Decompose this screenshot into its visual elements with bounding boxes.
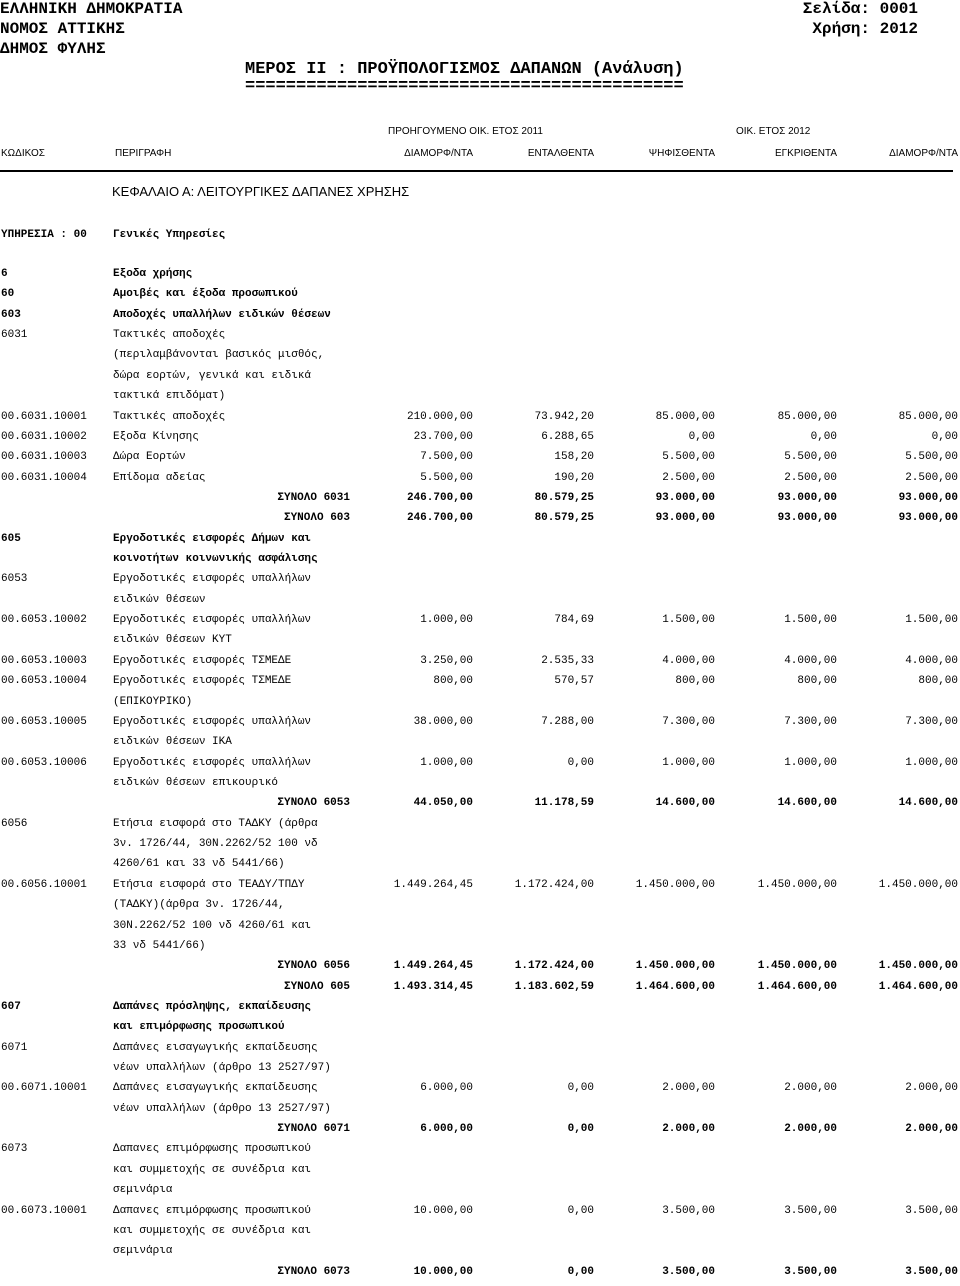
- account-code: 00.6056.10001: [1, 878, 87, 891]
- amount-cell: 1.183.602,59: [514, 980, 594, 993]
- amount-cell: 6.000,00: [420, 1123, 473, 1136]
- amount-cell: 1.172.424,00: [514, 878, 594, 891]
- total-row: [0, 797, 960, 817]
- amount-cell: 1.172.424,00: [514, 960, 594, 973]
- col-prev-ordered: ΕΝΤΑΛΘΕΝΤΑ: [527, 148, 594, 159]
- account-description: Ετήσια εισφορά στο ΤΕΑΔΥ/ΤΠΔΥ: [113, 878, 305, 891]
- amount-cell: 1.450.000,00: [878, 960, 958, 973]
- amount-cell: 0,00: [567, 1265, 594, 1278]
- amount-cell: 93.000,00: [777, 512, 837, 525]
- page-number: Σελίδα: 0001: [802, 0, 918, 18]
- table-row: [0, 594, 960, 614]
- amount-cell: 1.449.264,45: [393, 960, 473, 973]
- table-row: [0, 757, 960, 777]
- account-code: 00.6071.10001: [1, 1082, 87, 1095]
- amount-cell: 93.000,00: [777, 491, 837, 504]
- prefecture-label: ΝΟΜΟΣ ΑΤΤΙΚΗΣ: [0, 20, 125, 38]
- previous-year-label: ΠΡΟΗΓΟΥΜΕΝΟ ΟΙΚ. ΕΤΟΣ 2011: [388, 126, 543, 137]
- amount-cell: 3.500,00: [784, 1204, 837, 1217]
- account-description: 30Ν.2262/52 100 νδ 4260/61 και: [113, 919, 312, 932]
- amount-cell: 4.000,00: [905, 654, 958, 667]
- account-description: Τακτικές αποδοχές: [113, 329, 226, 342]
- table-row: [0, 329, 960, 349]
- amount-cell: 2.000,00: [784, 1082, 837, 1095]
- account-description: Εξοδα Κίνησης: [113, 430, 199, 443]
- table-row: [0, 268, 960, 288]
- amount-cell: 800,00: [675, 675, 715, 688]
- amount-cell: 7.300,00: [784, 715, 837, 728]
- account-code: 6056: [1, 817, 28, 830]
- table-row: [0, 879, 960, 899]
- amount-cell: 800,00: [797, 675, 837, 688]
- amount-cell: 44.050,00: [413, 797, 473, 810]
- amount-cell: 1.450.000,00: [635, 878, 715, 891]
- amount-cell: 93.000,00: [898, 491, 958, 504]
- amount-cell: 3.250,00: [420, 654, 473, 667]
- amount-cell: 10.000,00: [413, 1204, 473, 1217]
- account-description: Δαπάνες εισαγωγικής εκπαίδευσης: [113, 1082, 318, 1095]
- account-description: και συμμετοχής σε συνέδρια και: [113, 1163, 312, 1176]
- account-description: Εργοδοτικές εισφορές ΤΣΜΕΔΕ: [113, 654, 292, 667]
- account-description: Εργοδοτικές εισφορές υπαλλήλων: [113, 614, 312, 627]
- amount-cell: 14.600,00: [898, 797, 958, 810]
- account-code: 00.6053.10003: [1, 654, 87, 667]
- account-description: Τακτικές αποδοχές: [113, 410, 226, 423]
- account-code: 00.6031.10001: [1, 410, 87, 423]
- table-row: [0, 288, 960, 308]
- amount-cell: 246.700,00: [406, 512, 473, 525]
- amount-cell: 1.000,00: [420, 756, 473, 769]
- table-row: [0, 675, 960, 695]
- amount-cell: 1.500,00: [662, 614, 715, 627]
- amount-cell: 0,00: [567, 1082, 594, 1095]
- amount-cell: 158,20: [554, 451, 594, 464]
- account-description: Εξοδα χρήσης: [113, 268, 193, 280]
- amount-cell: 1.000,00: [784, 756, 837, 769]
- amount-cell: 0,00: [688, 430, 715, 443]
- amount-cell: 1.000,00: [905, 756, 958, 769]
- table-row: [0, 1021, 960, 1041]
- total-label: ΣΥΝΟΛΟ 6053: [277, 797, 350, 810]
- amount-cell: 2.000,00: [784, 1123, 837, 1136]
- account-description: Δαπάνες εισαγωγικής εκπαίδευσης: [113, 1041, 318, 1054]
- amount-cell: 1.450.000,00: [757, 878, 837, 891]
- account-description: 4260/61 και 33 νδ 5441/66): [113, 858, 285, 871]
- account-code: 6031: [1, 329, 28, 342]
- account-description: Δαπάνες πρόσληψης, εκπαίδευσης: [113, 1000, 312, 1013]
- amount-cell: 6.288,65: [541, 430, 594, 443]
- table-row: [0, 614, 960, 634]
- amount-cell: 0,00: [567, 1204, 594, 1217]
- amount-cell: 7.300,00: [662, 715, 715, 728]
- amount-cell: 800,00: [918, 675, 958, 688]
- amount-cell: 800,00: [433, 675, 473, 688]
- account-code: 00.6053.10005: [1, 715, 87, 728]
- account-code: 605: [1, 532, 21, 545]
- total-label: ΣΥΝΟΛΟ 6071: [277, 1123, 350, 1136]
- account-description: Δαπανες επιμόρφωσης προσωπικού: [113, 1204, 312, 1217]
- amount-cell: 10.000,00: [413, 1265, 473, 1278]
- amount-cell: 1.493.314,45: [393, 980, 473, 993]
- account-code: 00.6053.10002: [1, 614, 87, 627]
- amount-cell: 190,20: [554, 471, 594, 484]
- account-code: 00.6031.10004: [1, 471, 87, 484]
- table-row: [0, 431, 960, 451]
- account-description: 33 νδ 5441/66): [113, 939, 206, 952]
- amount-cell: 7.300,00: [905, 715, 958, 728]
- account-code: 00.6053.10004: [1, 675, 87, 688]
- municipality-label: ΔΗΜΟΣ ΦΥΛΗΣ: [0, 40, 106, 58]
- table-row: [0, 696, 960, 716]
- amount-cell: 14.600,00: [777, 797, 837, 810]
- amount-cell: 2.500,00: [662, 471, 715, 484]
- amount-cell: 11.178,59: [534, 797, 594, 810]
- total-row: [0, 1123, 960, 1143]
- table-row: [0, 634, 960, 654]
- amount-cell: 5.500,00: [662, 451, 715, 464]
- table-row: [0, 533, 960, 553]
- account-description: και επιμόρφωσης προσωπικού: [113, 1021, 285, 1034]
- current-year-label: ΟΙΚ. ΕΤΟΣ 2012: [736, 126, 811, 137]
- amount-cell: 3.500,00: [662, 1204, 715, 1217]
- amount-cell: 23.700,00: [413, 430, 473, 443]
- table-row: [0, 1164, 960, 1184]
- total-label: ΣΥΝΟΛΟ 6031: [277, 491, 350, 504]
- table-row: [0, 736, 960, 756]
- title-underline: ===========================================: [245, 77, 684, 96]
- amount-cell: 4.000,00: [784, 654, 837, 667]
- amount-cell: 210.000,00: [406, 410, 473, 423]
- account-code: 6071: [1, 1041, 28, 1054]
- header-divider: [0, 170, 953, 172]
- account-description: και συμμετοχής σε συνέδρια και: [113, 1224, 312, 1237]
- col-voted: ΨΗΦΙΣΘΕΝΤΑ: [648, 148, 715, 159]
- account-description: δώρα εορτών, γενικά και ειδικά: [113, 369, 312, 382]
- amount-cell: 38.000,00: [413, 715, 473, 728]
- col-approved: ΕΓΚΡΙΘΕΝΤΑ: [774, 148, 837, 159]
- table-row: [0, 818, 960, 838]
- table-row: [0, 390, 960, 410]
- amount-cell: 2.500,00: [905, 471, 958, 484]
- amount-cell: 2.500,00: [784, 471, 837, 484]
- table-row: [0, 1001, 960, 1021]
- account-description: τακτικά επιδόματ): [113, 390, 226, 403]
- page-title: ΜΕΡΟΣ ΙΙ : ΠΡΟΫΠΟΛΟΓΙΣΜΟΣ ΔΑΠΑΝΩΝ (Ανάλυση): [245, 60, 684, 79]
- account-code: 6: [1, 268, 8, 280]
- account-code: 6073: [1, 1143, 28, 1156]
- account-description: Εργοδοτικές εισφορές υπαλλήλων: [113, 715, 312, 728]
- fiscal-year: Χρήση: 2012: [812, 20, 918, 38]
- table-row: [0, 838, 960, 858]
- account-description: κοινοτήτων κοινωνικής ασφάλισης: [113, 553, 318, 566]
- account-description: 3ν. 1726/44, 30Ν.2262/52 100 νδ: [113, 838, 318, 851]
- amount-cell: 93.000,00: [898, 512, 958, 525]
- account-code: 00.6031.10002: [1, 430, 87, 443]
- table-row: [0, 1184, 960, 1204]
- amount-cell: 73.942,20: [534, 410, 594, 423]
- amount-cell: 4.000,00: [662, 654, 715, 667]
- amount-cell: 0,00: [567, 1123, 594, 1136]
- account-description: (ΕΠΙΚΟΥΡΙΚΟ): [113, 695, 193, 708]
- table-row: [0, 451, 960, 471]
- account-description: ειδικών θέσεων επικουρικό: [113, 777, 279, 789]
- total-row: [0, 960, 960, 980]
- amount-cell: 2.000,00: [905, 1123, 958, 1136]
- amount-cell: 93.000,00: [655, 512, 715, 525]
- amount-cell: 85.000,00: [777, 410, 837, 423]
- chapter-title: ΚΕΦΑΛΑΙΟ Α: ΛΕΙΤΟΥΡΓΙΚΕΣ ΔΑΠΑΝΕΣ ΧΡΗΣΗΣ: [112, 184, 410, 199]
- table-row: [0, 411, 960, 431]
- account-description: Εργοδοτικές εισφορές Δήμων και: [113, 532, 312, 545]
- amount-cell: 3.500,00: [905, 1265, 958, 1278]
- table-row: [0, 472, 960, 492]
- table-row: [0, 777, 960, 797]
- amount-cell: 2.000,00: [905, 1082, 958, 1095]
- table-row: [0, 309, 960, 329]
- amount-cell: 0,00: [567, 756, 594, 769]
- amount-cell: 2.000,00: [662, 1123, 715, 1136]
- account-description: νέων υπαλλήλων (άρθρο 13 2527/97): [113, 1102, 331, 1115]
- amount-cell: 1.000,00: [420, 614, 473, 627]
- account-description: (ΤΑΔΚΥ)(άρθρα 3ν. 1726/44,: [113, 899, 285, 912]
- account-description: Αμοιβές και έξοδα προσωπικού: [113, 288, 298, 301]
- amount-cell: 5.500,00: [784, 451, 837, 464]
- account-description: ειδικών θέσεων: [113, 593, 206, 606]
- service-name: Γενικές Υπηρεσίες: [113, 229, 226, 241]
- table-row: [0, 716, 960, 736]
- amount-cell: 1.464.600,00: [878, 980, 958, 993]
- table-row: [0, 858, 960, 878]
- amount-cell: 80.579,25: [534, 491, 594, 504]
- col-code: ΚΩΔΙΚΟΣ: [1, 148, 45, 159]
- account-description: Επίδομα αδείας: [113, 471, 206, 484]
- amount-cell: 1.464.600,00: [635, 980, 715, 993]
- account-description: Εργοδοτικές εισφορές ΤΣΜΕΔΕ: [113, 675, 292, 688]
- service-label: ΥΠΗΡΕΣΙΑ : 00: [1, 229, 87, 241]
- account-description: σεμινάρια: [113, 1184, 173, 1197]
- account-code: 60: [1, 288, 15, 301]
- table-row: [0, 1225, 960, 1245]
- table-row: [0, 573, 960, 593]
- amount-cell: 246.700,00: [406, 491, 473, 504]
- table-row: [0, 940, 960, 960]
- table-row: [0, 1062, 960, 1082]
- account-description: ειδικών θέσεων ΚΥΤ: [113, 634, 232, 647]
- amount-cell: 784,69: [554, 614, 594, 627]
- amount-cell: 1.500,00: [784, 614, 837, 627]
- amount-cell: 570,57: [554, 675, 594, 688]
- total-label: ΣΥΝΟΛΟ 605: [283, 980, 350, 993]
- account-code: 00.6073.10001: [1, 1204, 87, 1217]
- total-label: ΣΥΝΟΛΟ 6073: [277, 1265, 350, 1278]
- account-description: Εργοδοτικές εισφορές υπαλλήλων: [113, 573, 312, 586]
- account-description: (περιλαμβάνονται βασικός μισθός,: [113, 349, 325, 362]
- account-description: Ετήσια εισφορά στο ΤΑΔΚΥ (άρθρα: [113, 817, 318, 830]
- amount-cell: 7.288,00: [541, 715, 594, 728]
- account-code: 00.6031.10003: [1, 451, 87, 464]
- amount-cell: 0,00: [810, 430, 837, 443]
- amount-cell: 85.000,00: [655, 410, 715, 423]
- amount-cell: 1.464.600,00: [757, 980, 837, 993]
- amount-cell: 5.500,00: [420, 471, 473, 484]
- table-row: [0, 899, 960, 919]
- col-prev-formed: ΔΙΑΜΟΡΦ/ΝΤΑ: [404, 148, 473, 159]
- table-row: [0, 920, 960, 940]
- amount-cell: 1.500,00: [905, 614, 958, 627]
- account-description: Αποδοχές υπαλλήλων ειδικών θέσεων: [113, 308, 331, 321]
- account-code: 607: [1, 1000, 21, 1013]
- total-row: [0, 512, 960, 532]
- account-description: ειδικών θέσεων ΙΚΑ: [113, 736, 232, 749]
- amount-cell: 1.449.264,45: [393, 878, 473, 891]
- total-label: ΣΥΝΟΛΟ 6056: [277, 960, 350, 973]
- table-row: [0, 655, 960, 675]
- account-description: σεμινάρια: [113, 1245, 173, 1258]
- country-label: ΕΛΛΗΝΙΚΗ ΔΗΜΟΚΡΑΤΙΑ: [0, 0, 183, 18]
- amount-cell: 1.000,00: [662, 756, 715, 769]
- total-row: [0, 981, 960, 1001]
- amount-cell: 93.000,00: [655, 491, 715, 504]
- account-code: 603: [1, 308, 21, 321]
- amount-cell: 5.500,00: [905, 451, 958, 464]
- amount-cell: 6.000,00: [420, 1082, 473, 1095]
- amount-cell: 3.500,00: [905, 1204, 958, 1217]
- amount-cell: 1.450.000,00: [635, 960, 715, 973]
- col-curr-formed: ΔΙΑΜΟΡΦ/ΝΤΑ: [889, 148, 958, 159]
- account-code: 00.6053.10006: [1, 756, 87, 769]
- total-label: ΣΥΝΟΛΟ 603: [283, 512, 350, 525]
- table-row: [0, 553, 960, 573]
- amount-cell: 1.450.000,00: [878, 878, 958, 891]
- table-row: [0, 1103, 960, 1123]
- table-row: [0, 1082, 960, 1102]
- total-row: [0, 492, 960, 512]
- table-row: [0, 1042, 960, 1062]
- amount-cell: 3.500,00: [784, 1265, 837, 1278]
- account-description: Εργοδοτικές εισφορές υπαλλήλων: [113, 756, 312, 769]
- amount-cell: 2.000,00: [662, 1082, 715, 1095]
- amount-cell: 0,00: [931, 430, 958, 443]
- amount-cell: 80.579,25: [534, 512, 594, 525]
- table-row: [0, 1245, 960, 1265]
- account-description: Δαπανες επιμόρφωσης προσωπικού: [113, 1143, 312, 1156]
- col-description: ΠΕΡΙΓΡΑΦΗ: [115, 148, 172, 159]
- amount-cell: 3.500,00: [662, 1265, 715, 1278]
- amount-cell: 7.500,00: [420, 451, 473, 464]
- account-description: Δώρα Εορτών: [113, 451, 186, 464]
- table-row: [0, 349, 960, 369]
- table-row: [0, 1205, 960, 1225]
- account-code: 6053: [1, 573, 28, 586]
- account-description: νέων υπαλλήλων (άρθρο 13 2527/97): [113, 1062, 331, 1075]
- amount-cell: 2.535,33: [541, 654, 594, 667]
- amount-cell: 1.450.000,00: [757, 960, 837, 973]
- table-row: [0, 370, 960, 390]
- table-row: [0, 1143, 960, 1163]
- amount-cell: 14.600,00: [655, 797, 715, 810]
- amount-cell: 85.000,00: [898, 410, 958, 423]
